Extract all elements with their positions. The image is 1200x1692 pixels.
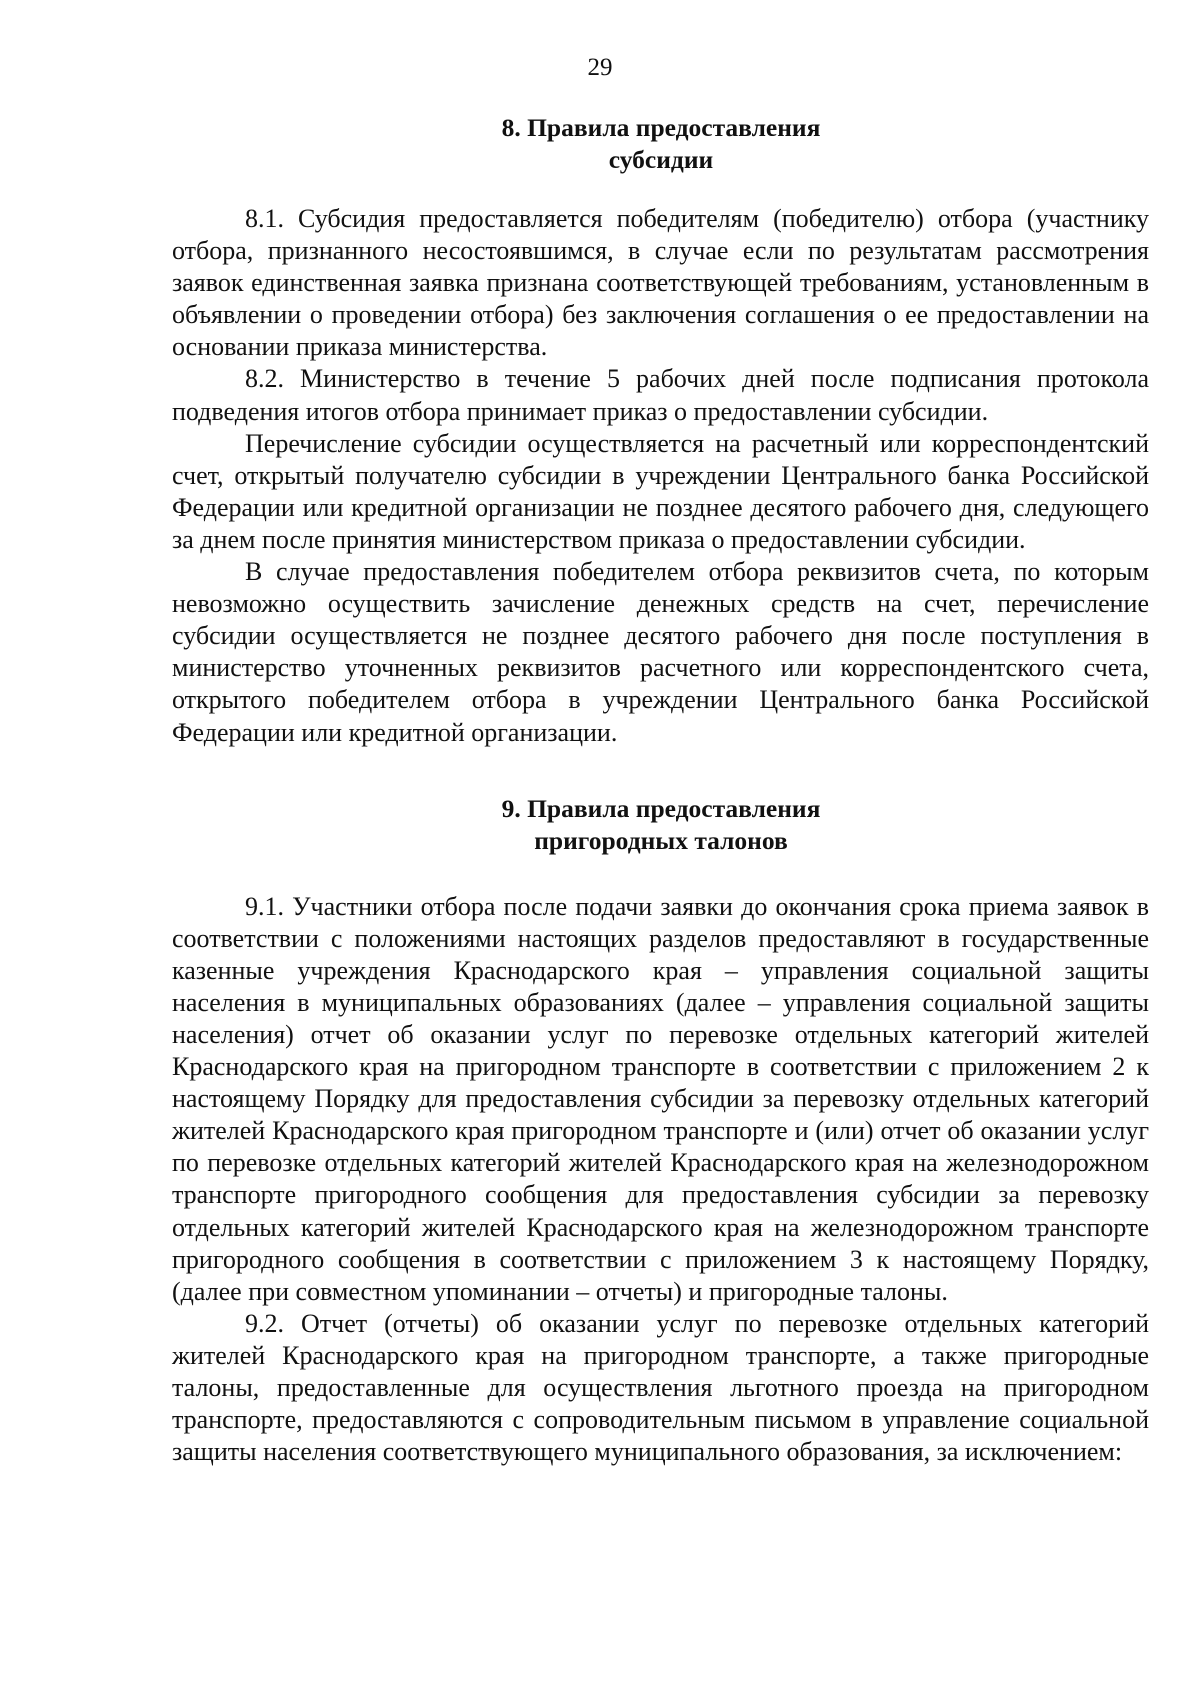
section-9-heading-line-2: пригородных талонов: [534, 825, 788, 855]
section-9-heading-line-1: 9. Правила предоставления: [501, 793, 821, 823]
section-8-heading-line-2: субсидии: [608, 145, 714, 174]
page-number: 29: [587, 54, 613, 81]
paragraph-9-1: 9.1. Участники отбора после подачи заявки до окончания срока приема заявок в соответствии с положениями настоящих разделов предоставляют в государственные казенные учреждения Краснодарского края – управления социальной защиты населения в муниципальных образованиях (далее – управления социальной защиты населения) отчет об оказании услуг по перевозке отдельных категорий жителей Краснодарского края на пригородном транспорте в соответствии с приложением 2 к настоящему Порядку для предоставления субсидии за перевозку отдельных категорий жителей Краснодарского края пригородном транспорте и (или) отчет об оказании услуг по перевозке отдельных категорий жителей Краснодарского края на железнодорожном транспорте пригородного сообщения для предоставления субсидии за перевозку отдельных категорий жителей Краснодарского края на железнодорожном транспорте пригородного сообщения в соответствии с приложением 3 к настоящему Порядку, (далее при совместном упоминании – отчеты) и пригородные талоны.: [172, 891, 1149, 1306]
section-8-heading: [173, 112, 1149, 176]
section-9-heading: [173, 793, 1149, 857]
document-body: [172, 112, 1149, 1468]
paragraph-9-2: 9.2. Отчет (отчеты) об оказании услуг по перевозке отдельных категорий жителей Краснодарского края на пригородном транспорте, а также пригородные талоны, предоставленные для осуществления льготного проезда на пригородном транспорте, предоставляются с сопроводительным письмом в управление социальной защиты населения соответствующего муниципального образования, за исключением:: [172, 1308, 1149, 1467]
paragraph-8-2-transfer: Перечисление субсидии осуществляется на расчетный или корреспондентский счет, открытый получателю субсидии в учреждении Центрального банка Российской Федерации или кредитной организации не позднее десятого рабочего дня, следующего за днем после принятия министерством приказа о предоставлении субсидии.: [172, 428, 1149, 554]
paragraph-8-1: 8.1. Субсидия предоставляется победителям (победителю) отбора (участнику отбора, признанного несостоявшимся, в случае если по результатам рассмотрения заявок единственная заявка признана соответствующей требованиям, установленным в объявлении о проведении отбора) без заключения соглашения о ее предоставлении на основании приказа министерства.: [172, 204, 1149, 362]
section-8-heading-line-1: 8. Правила предоставления: [501, 113, 821, 142]
paragraph-8-2-account-details: В случае предоставления победителем отбора реквизитов счета, по которым невозможно осуществить зачисление денежных средств на счет, перечисление субсидии осуществляется не позднее десятого рабочего дня после поступления в министерство уточненных реквизитов расчетного или корреспондентского счета, открытого победителем отбора в учреждении Центрального банка Российской Федерации или кредитной организации.: [172, 557, 1149, 747]
paragraph-8-2: 8.2. Министерство в течение 5 рабочих дней после подписания протокола подведения итогов отбора принимает приказ о предоставлении субсидии.: [172, 364, 1149, 426]
